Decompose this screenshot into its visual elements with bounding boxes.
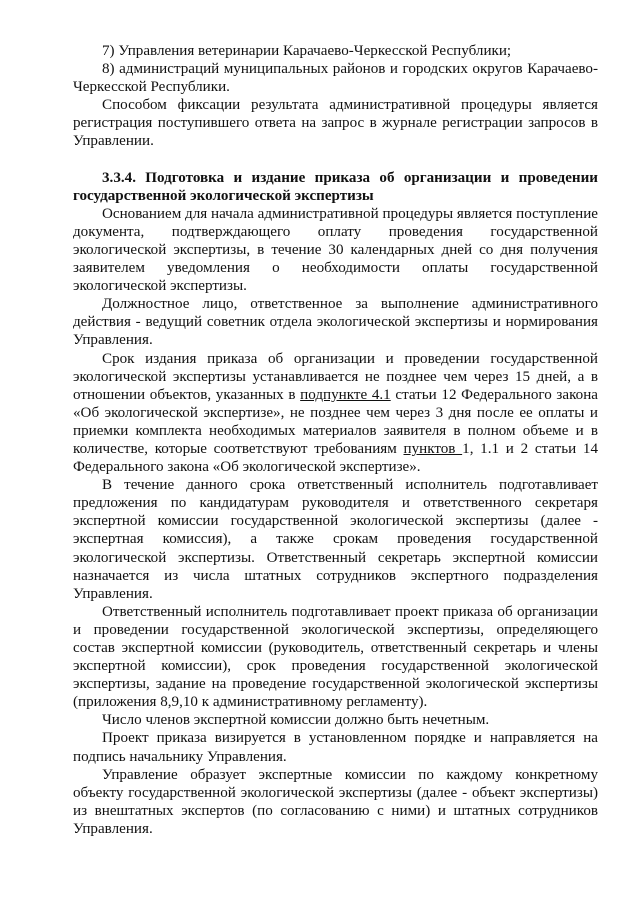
paragraph-proposals: В течение данного срока ответственный исполнитель подготавливает предложения по кандидатурам руководителя и ответственного секретаря экспертной комиссии государственной экологической экспертизы (далее - экспертная комиссия), а также срокам проведения государственной экологической экспертизы. Ответственный секретарь экспертной комиссии назначается из числа штатных сотрудников экспертного подразделения Управления. xyxy=(73,477,598,602)
paragraph-signature: Проект приказа визируется в установленном порядке и направляется на подпись начальнику Управления. xyxy=(73,730,598,765)
document-page xyxy=(73,42,598,838)
paragraph-draft-order: Ответственный исполнитель подготавливает проект приказа об организации и проведении государственной экологической экспертизы, определяющего состав экспертной комиссии (руководитель, ответственный секретарь и члены экспертной комиссии), срок проведения государственной экологической экспертизы, задание на проведение государственной экологической экспертизы (приложения 8,9,10 к административному регламенту). xyxy=(73,603,598,711)
order-deadline-text-c: 1, 1.1 и 2 статьи 14 Федерального закона «Об экологической экспертизе». xyxy=(73,440,599,476)
list-item-7: 7) Управления ветеринарии Карачаево-Черкесской Республики; xyxy=(102,43,512,59)
list-item-8: 8) администраций муниципальных районов и городских округов Карачаево-Черкесской Республики. xyxy=(73,61,598,96)
section-spacer xyxy=(73,151,598,169)
paragraph-odd-members: Число членов экспертной комиссии должно быть нечетным. xyxy=(102,712,490,729)
paragraph-responsible-official: Должностное лицо, ответственное за выполнение административного действия - ведущий советник отдела экологической экспертизы и нормирования Управления. xyxy=(73,296,598,349)
clauses-link[interactable]: пунктов xyxy=(403,440,463,457)
paragraph-commissions: Управление образует экспертные комиссии по каждому конкретному объекту государственной экологической экспертизы (далее - объект экспертизы) из внештатных экспертов (по согласованию с ними) и штатных сотрудников Управления. xyxy=(73,766,598,837)
order-deadline-text-b: статьи 12 Федерального закона «Об экологической экспертизе», не позднее чем через 3 дня после ее оплаты и приемки комплекта необходимых материалов заявителя в полном объеме и в количестве, которые соответствуют требованиям xyxy=(73,386,598,457)
order-deadline-text-a: Срок издания приказа об организации и проведении государственной экологической экспертизы устанавливается не позднее чем через 15 дней, а в отношении объектов, указанных в xyxy=(73,350,598,403)
section-heading-3-3-4: 3.3.4. Подготовка и издание приказа об организации и проведении государственной экологической экспертизы xyxy=(73,169,598,204)
paragraph-fixation-method: Способом фиксации результата административной процедуры является регистрация поступившего ответа на запрос в журнале регистрации запросов в Управлении. xyxy=(73,97,598,150)
paragraph-order-deadline xyxy=(73,350,598,477)
paragraph-basis: Основанием для начала административной процедуры является поступление документа, подтверждающего оплату проведения государственной экологической экспертизы, в течение 30 календарных дней со дня получения заявителем уведомления о необходимости оплаты государственной экологической экспертизы. xyxy=(73,205,598,295)
subclause-link[interactable]: подпункте 4.1 xyxy=(300,386,391,403)
